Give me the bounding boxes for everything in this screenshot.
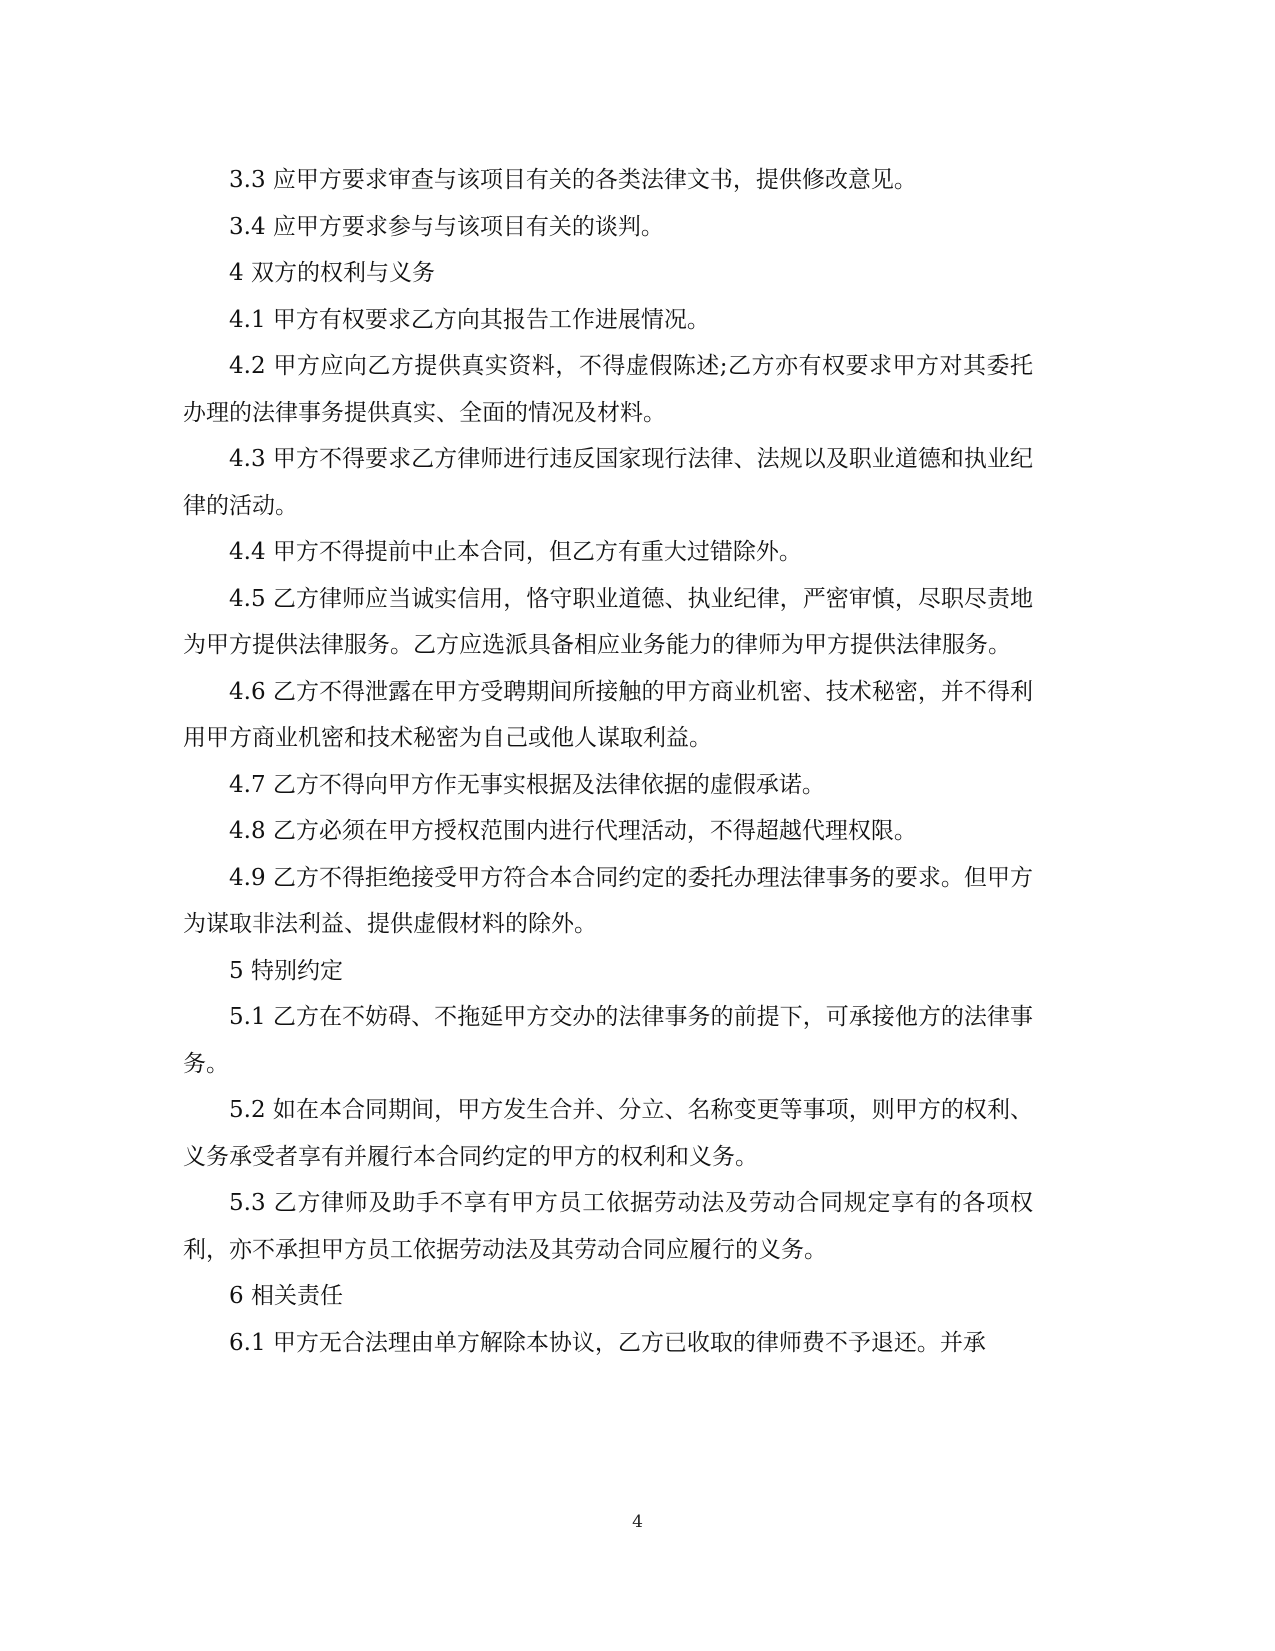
clause-4-5: 4.5 乙方律师应当诚实信用，恪守职业道德、执业纪律，严密审慎，尽职尽责地为甲方提供法律服务。乙方应选派具备相应业务能力的律师为甲方提供法律服务。	[183, 585, 1033, 658]
clause-5-3: 5.3 乙方律师及助手不享有甲方员工依据劳动法及劳动合同规定享有的各项权利，亦不承担甲方员工依据劳动法及其劳动合同应履行的义务。	[183, 1190, 1033, 1263]
section-6-heading: 6 相关责任	[229, 1283, 343, 1309]
clause-4-1: 4.1 甲方有权要求乙方向其报告工作进展情况。	[229, 306, 710, 333]
clause-5-1: 5.1 乙方在不妨碍、不拖延甲方交办的法律事务的前提下，可承接他方的法律事务。	[183, 1004, 1033, 1077]
clause-3-4: 3.4 应甲方要求参与与该项目有关的谈判。	[229, 213, 664, 240]
clause-5-2: 5.2 如在本合同期间，甲方发生合并、分立、名称变更等事项，则甲方的权利、义务承受者享有并履行本合同约定的甲方的权利和义务。	[183, 1097, 1033, 1170]
clause-4-3: 4.3 甲方不得要求乙方律师进行违反国家现行法律、法规以及职业道德和执业纪律的活动。	[183, 446, 1033, 519]
clause-4-7: 4.7 乙方不得向甲方作无事实根据及法律依据的虚假承诺。	[229, 771, 825, 798]
section-5-heading: 5 特别约定	[229, 957, 343, 984]
clause-4-9: 4.9 乙方不得拒绝接受甲方符合本合同约定的委托办理法律事务的要求。但甲方为谋取非法利益、提供虚假材料的除外。	[183, 864, 1033, 937]
clause-4-6: 4.6 乙方不得泄露在甲方受聘期间所接触的甲方商业机密、技术秘密，并不得利用甲方商业机密和技术秘密为自己或他人谋取利益。	[183, 678, 1033, 751]
clause-4-8: 4.8 乙方必须在甲方授权范围内进行代理活动，不得超越代理权限。	[229, 818, 917, 844]
section-4-heading: 4 双方的权利与义务	[229, 260, 435, 286]
clause-6-1: 6.1 甲方无合法理由单方解除本协议，乙方已收取的律师费不予退还。并承	[229, 1329, 986, 1356]
clause-4-2: 4.2 甲方应向乙方提供真实资料，不得虚假陈述;乙方亦有权要求甲方对其委托办理的法律事务提供真实、全面的情况及材料。	[183, 353, 1033, 426]
page-number: 4	[632, 1512, 643, 1532]
clause-4-4: 4.4 甲方不得提前中止本合同，但乙方有重大过错除外。	[229, 539, 802, 565]
clause-3-3: 3.3 应甲方要求审查与该项目有关的各类法律文书，提供修改意见。	[229, 167, 917, 193]
document-body	[183, 157, 1033, 1366]
